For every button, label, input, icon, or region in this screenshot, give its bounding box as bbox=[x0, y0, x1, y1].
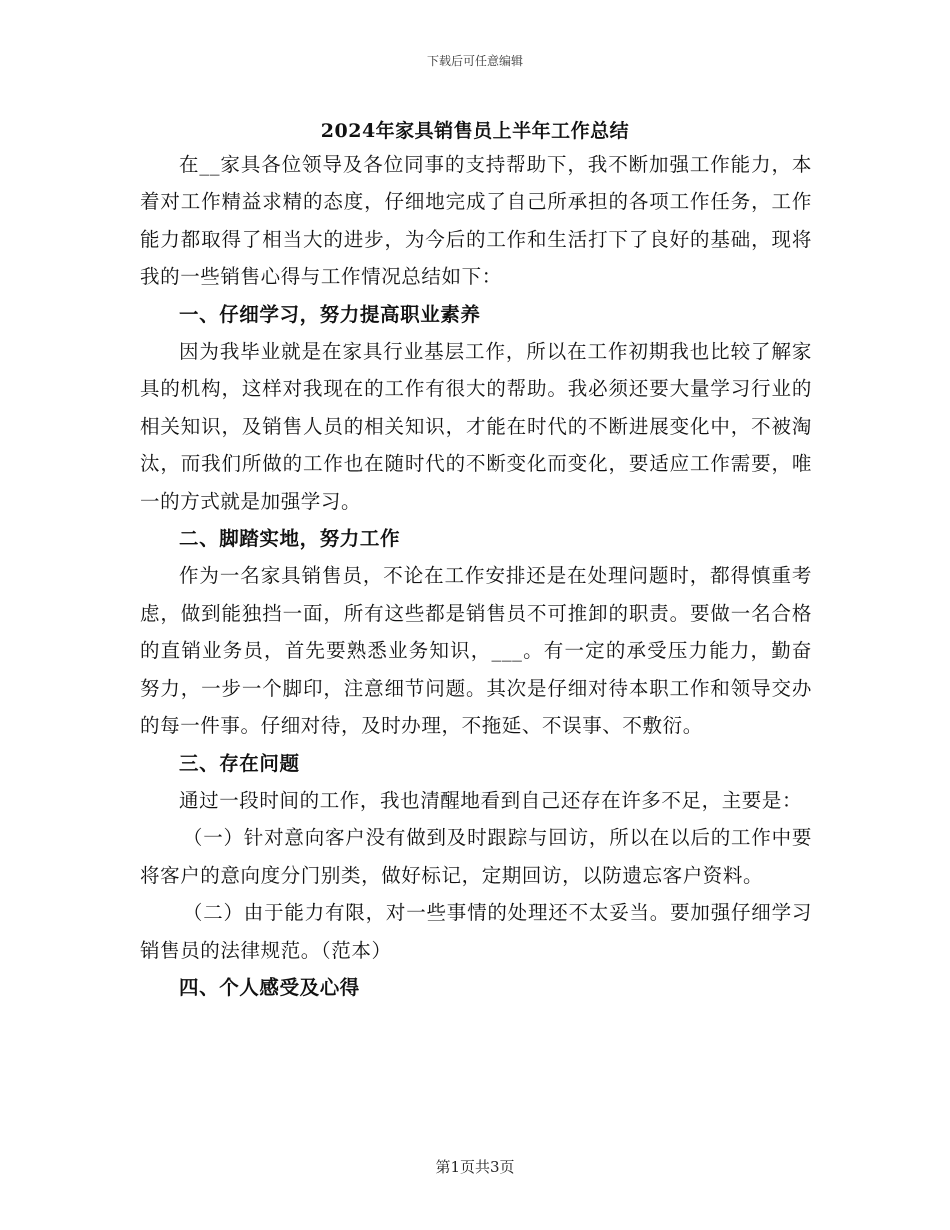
section-heading-1: 一、仔细学习，努力提高职业素养 bbox=[179, 302, 481, 326]
page-number: 第1页共3页 bbox=[435, 1158, 515, 1176]
section-heading-2: 二、脚踏实地，努力工作 bbox=[179, 527, 401, 551]
section-1-paragraph: 因为我毕业就是在家具行业基层工作，所以在工作初期我也比较了解家具的机构，这样对我现在的工作有很大的帮助。我必须还要大量学习行业的相关知识，及销售人员的相关知识，才能在时代的不断进展变化中，不被淘汰，而我们所做的工作也在随时代的不断变化而变化，要适应工作需要，唯一的方式就是加强学习。 bbox=[140, 340, 812, 513]
problem-item-1: （一）针对意向客户没有做到及时跟踪与回访，所以在以后的工作中要将客户的意向度分门别类，做好标记，定期回访，以防遗忘客户资料。 bbox=[140, 826, 812, 887]
section-3-paragraph: 通过一段时间的工作，我也清醒地看到自己还存在许多不足，主要是： bbox=[179, 788, 803, 812]
section-heading-4: 四、个人感受及心得 bbox=[179, 975, 360, 999]
section-2-paragraph: 作为一名家具销售员，不论在工作安排还是在处理问题时，都得慎重考虑，做到能独挡一面，所有这些都是销售员不可推卸的职责。要做一名合格的直销业务员，首先要熟悉业务知识，___。有一定的承受压力能力，勤奋努力，一步一个脚印，注意细节问题。其次是仔细对待本职工作和领导交办的每一件事。仔细对待，及时办理，不拖延、不误事、不敷衍。 bbox=[140, 564, 812, 738]
intro-paragraph: 在__家具各位领导及各位同事的支持帮助下，我不断加强工作能力，本着对工作精益求精的态度，仔细地完成了自己所承担的各项工作任务，工作能力都取得了相当大的进步，为今后的工作和生活打下了良好的基础，现将我的一些销售心得与工作情况总结如下： bbox=[140, 153, 812, 289]
problem-item-2: （二）由于能力有限，对一些事情的处理还不太妥当。要加强仔细学习销售员的法律规范。（范本） bbox=[140, 901, 812, 962]
section-heading-3: 三、存在问题 bbox=[179, 751, 300, 775]
document-title: 2024年家具销售员上半年工作总结 bbox=[320, 120, 630, 142]
document-body bbox=[140, 146, 812, 1006]
header-note: 下载后可任意编辑 bbox=[426, 54, 523, 68]
